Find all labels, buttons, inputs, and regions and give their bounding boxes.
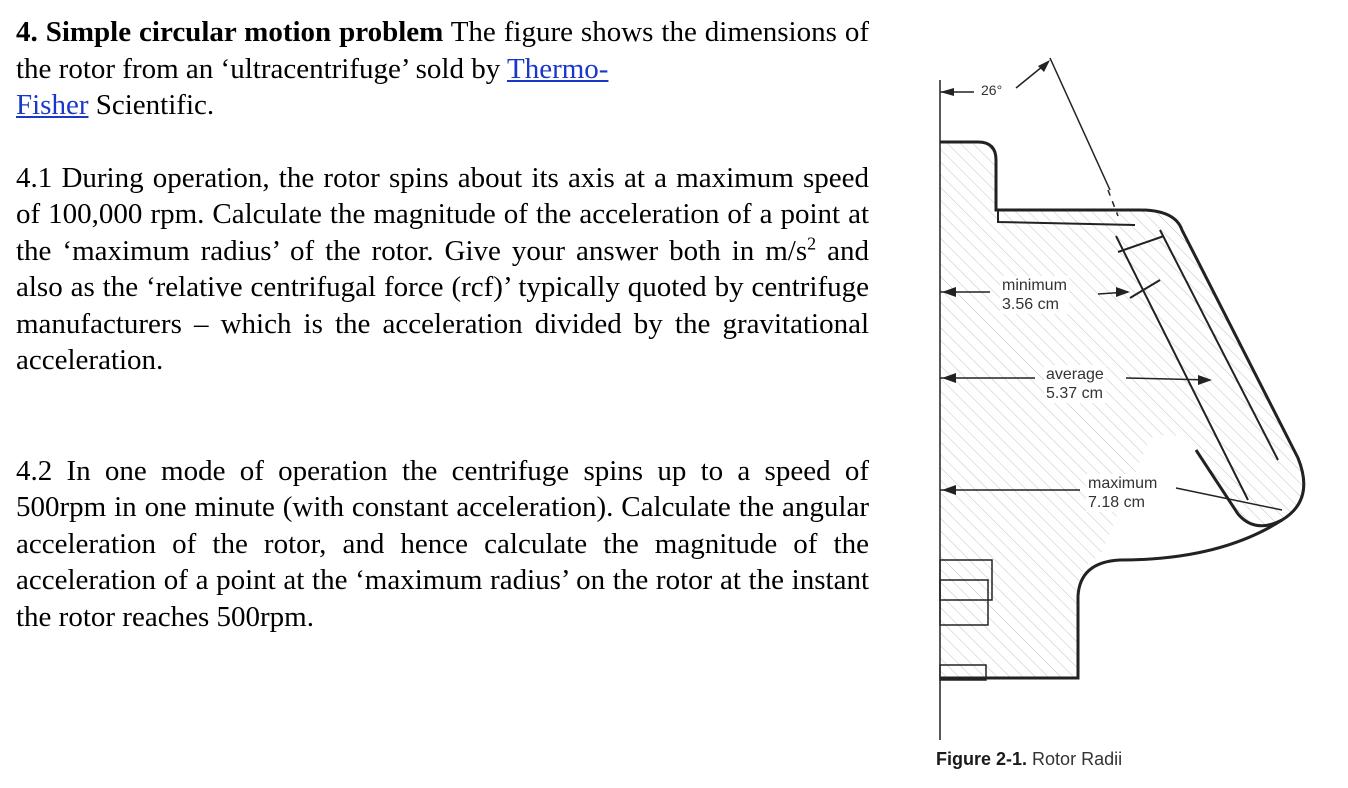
part-4-1-line: (rcf)’ typically quoted by centrifuge manufacturers – which is the bbox=[16, 271, 870, 340]
angle-arrowhead bbox=[940, 88, 954, 96]
rotor-body bbox=[940, 142, 1304, 678]
maximum-label-block bbox=[1086, 474, 1159, 512]
part-4-2-line: 4.2 In one mode of operation the centrifuge spins up to a speed of bbox=[16, 454, 869, 487]
part-4-1-line: acceleration of a point at the ‘maximum radius’ of the rotor. Give bbox=[16, 198, 870, 267]
part-4-1-line: your answer both in m/s bbox=[511, 234, 808, 267]
part-4-2-line: on the rotor at the instant the rotor reaches 500rpm. bbox=[16, 564, 869, 633]
figure-number: Figure 2-1. bbox=[936, 749, 1028, 769]
average-value: 5.37 cm bbox=[1046, 385, 1103, 402]
angle-arrowhead bbox=[1038, 60, 1050, 72]
part-4-2-line: magnitude of the acceleration of a point at the ‘maximum radius’ bbox=[16, 527, 869, 596]
angle-reference-line bbox=[1050, 58, 1110, 190]
thermo-fisher-link[interactable]: Thermo- Fisher bbox=[16, 52, 609, 121]
intro-text-end: Scientific. bbox=[95, 89, 215, 121]
part-4-1-line: and also as the ‘relative centrifugal force bbox=[16, 234, 870, 303]
maximum-value: 7.18 cm bbox=[1088, 494, 1145, 511]
minimum-label-block bbox=[1000, 276, 1069, 314]
part-4-1-line: 4.1 During operation, the rotor spins about its axis at a maximum bbox=[16, 161, 794, 194]
problem-intro bbox=[16, 14, 869, 124]
problem-heading: 4. Simple circular motion problem bbox=[16, 16, 444, 48]
part-4-1-paragraph bbox=[16, 160, 869, 379]
problem-text bbox=[16, 14, 869, 635]
minimum-label: minimum bbox=[1002, 277, 1067, 294]
intro-text: The figure shows the dimensions of the rotor from an ‘ultracentrifuge’ sold by bbox=[16, 16, 869, 85]
average-label-block bbox=[1044, 365, 1106, 403]
rotor-figure bbox=[920, 40, 1340, 785]
figure-title: Rotor Radii bbox=[1032, 749, 1123, 769]
figure-caption bbox=[936, 749, 1122, 770]
minimum-value: 3.56 cm bbox=[1002, 296, 1059, 313]
part-4-2-line: 500rpm in one minute (with constant acceleration). Calculate the bbox=[16, 491, 775, 523]
rotor-cross-section bbox=[920, 40, 1340, 740]
part-4-2-paragraph bbox=[16, 453, 869, 636]
part-4-1-line: speed of 100,000 rpm. Calculate the magnitude of the bbox=[16, 161, 869, 230]
average-label: average bbox=[1046, 366, 1104, 383]
angle-label: 26° bbox=[981, 82, 1003, 98]
part-4-1-line: acceleration divided by the gravitational acceleration. bbox=[16, 307, 870, 376]
superscript-2: 2 bbox=[807, 232, 817, 253]
maximum-label: maximum bbox=[1088, 475, 1158, 492]
part-4-2-line: angular acceleration of the rotor, and hence calculate the bbox=[16, 491, 869, 560]
